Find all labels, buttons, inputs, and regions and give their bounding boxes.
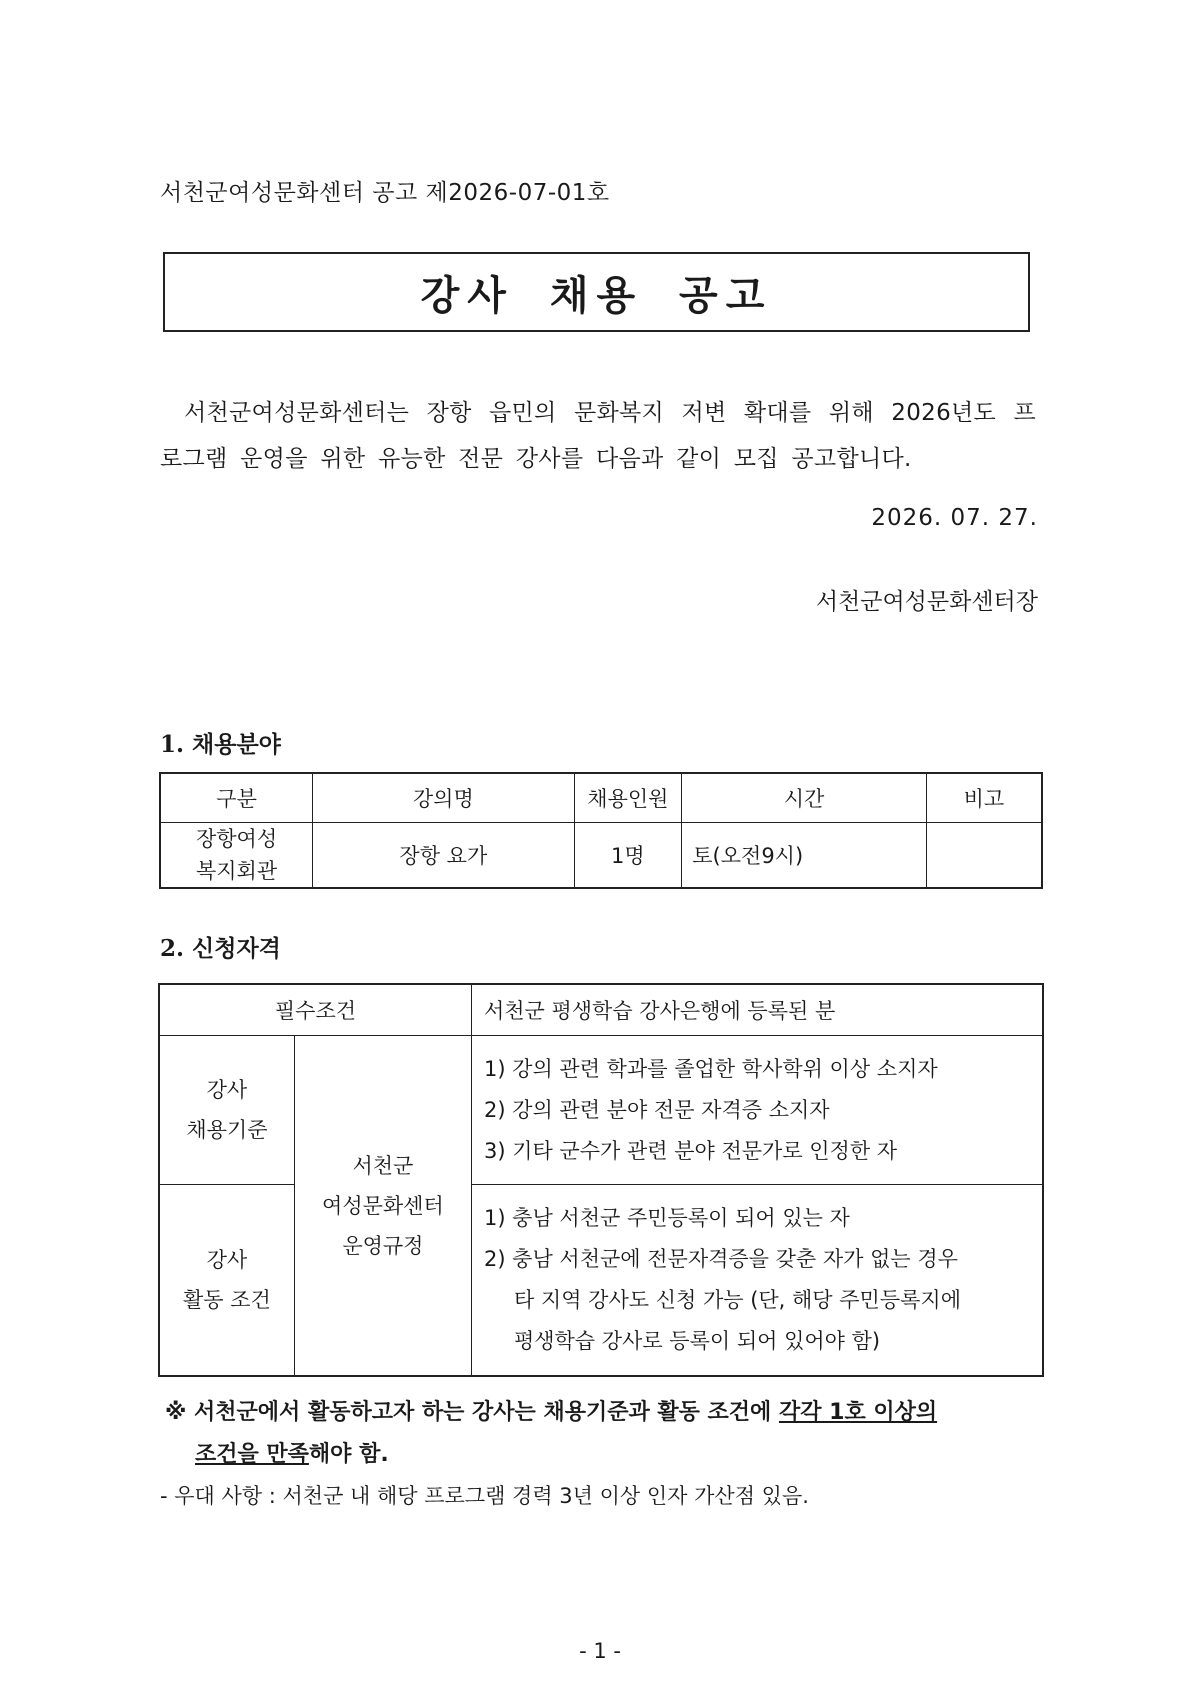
recruitment-table <box>159 772 1043 889</box>
rules-label <box>294 1036 471 1377</box>
activity-row <box>159 1185 1043 1377</box>
cell-count: 1명 <box>574 823 682 889</box>
criteria-label <box>159 1036 294 1185</box>
cell-time: 토(오전9시) <box>682 823 926 889</box>
notice-date: 2026. 07. 27. <box>871 505 1038 531</box>
condition-note <box>165 1392 1045 1476</box>
section-2-heading: 2. 신청자격 <box>160 935 281 962</box>
header-division: 구분 <box>160 773 313 823</box>
note-underlined-2: 조건을 만족 <box>195 1442 309 1467</box>
criteria-row <box>159 1036 1043 1185</box>
header-remark: 비고 <box>926 773 1042 823</box>
list-item: 2) 충남 서천군에 전문자격증을 갖춘 자가 없는 경우 <box>483 1247 958 1271</box>
rules-line-3: 운영규정 <box>342 1233 424 1258</box>
list-item: 3) 기타 군수가 관련 분야 전문가로 인정한 자 <box>483 1138 898 1163</box>
list-item: 1) 강의 관련 학과를 졸업한 학사학위 이상 소지자 <box>483 1056 938 1081</box>
cell-course: 장항 요가 <box>313 823 574 889</box>
section-1-heading: 1. 채용분야 <box>160 731 281 758</box>
list-item: 1) 충남 서천군 주민등록이 되어 있는 자 <box>483 1206 850 1230</box>
qualification-table <box>158 983 1044 1377</box>
intro-line-2: 로그램 운영을 위한 유능한 전문 강사를 다음과 같이 모집 공고합니다. <box>160 446 912 472</box>
activity-label-line-1: 강사 <box>206 1248 248 1272</box>
required-row <box>159 984 1043 1036</box>
note-text: ※ 서천군에서 활동하고자 하는 강사는 채용기준과 활동 조건에 <box>165 1400 779 1425</box>
rules-line-1: 서천군 <box>352 1153 414 1178</box>
division-line-1: 장항여성 <box>195 827 278 851</box>
table-header-row <box>160 773 1042 823</box>
criteria-label-line-2: 채용기준 <box>186 1118 268 1142</box>
division-line-2: 복지회관 <box>195 859 278 883</box>
header-course: 강의명 <box>313 773 574 823</box>
header-count: 채용인원 <box>574 773 682 823</box>
note-ending: 해야 함. <box>308 1442 389 1467</box>
list-item: 타 지역 강사도 신청 가능 (단, 해당 주민등록지에 <box>513 1288 961 1312</box>
page-number: - 1 - <box>579 1639 621 1663</box>
list-item: 평생학습 강사로 등록이 되어 있어야 함) <box>513 1329 881 1353</box>
page-title: 강사 채용 공고 <box>420 272 773 319</box>
intro-paragraph <box>160 390 1036 482</box>
title-box <box>163 252 1030 332</box>
activity-list <box>471 1185 1043 1377</box>
header-time: 시간 <box>682 773 926 823</box>
required-label: 필수조건 <box>159 984 471 1036</box>
table-row <box>160 823 1042 889</box>
rules-line-2: 여성문화센터 <box>322 1193 444 1218</box>
notice-number: 서천군여성문화센터 공고 제2026-07-01호 <box>160 180 610 206</box>
preference-note: - 우대 사항 : 서천군 내 해당 프로그램 경력 3년 이상 인자 가산점 있음. <box>160 1484 809 1508</box>
activity-label-line-2: 활동 조건 <box>183 1288 271 1312</box>
criteria-list <box>471 1036 1043 1185</box>
list-item: 2) 강의 관련 분야 전문 자격증 소지자 <box>483 1097 830 1122</box>
intro-line-1: 서천군여성문화센터는 장항 읍민의 문화복지 저변 확대를 위해 2026년도 프 <box>184 400 1036 426</box>
cell-division <box>160 823 313 889</box>
criteria-label-line-1: 강사 <box>206 1078 248 1102</box>
cell-remark <box>926 823 1042 889</box>
issuer: 서천군여성문화센터장 <box>815 589 1038 615</box>
activity-label <box>159 1185 294 1377</box>
required-value: 서천군 평생학습 강사은행에 등록된 분 <box>471 984 1043 1036</box>
note-underlined-1: 각각 1호 이상의 <box>778 1400 938 1425</box>
